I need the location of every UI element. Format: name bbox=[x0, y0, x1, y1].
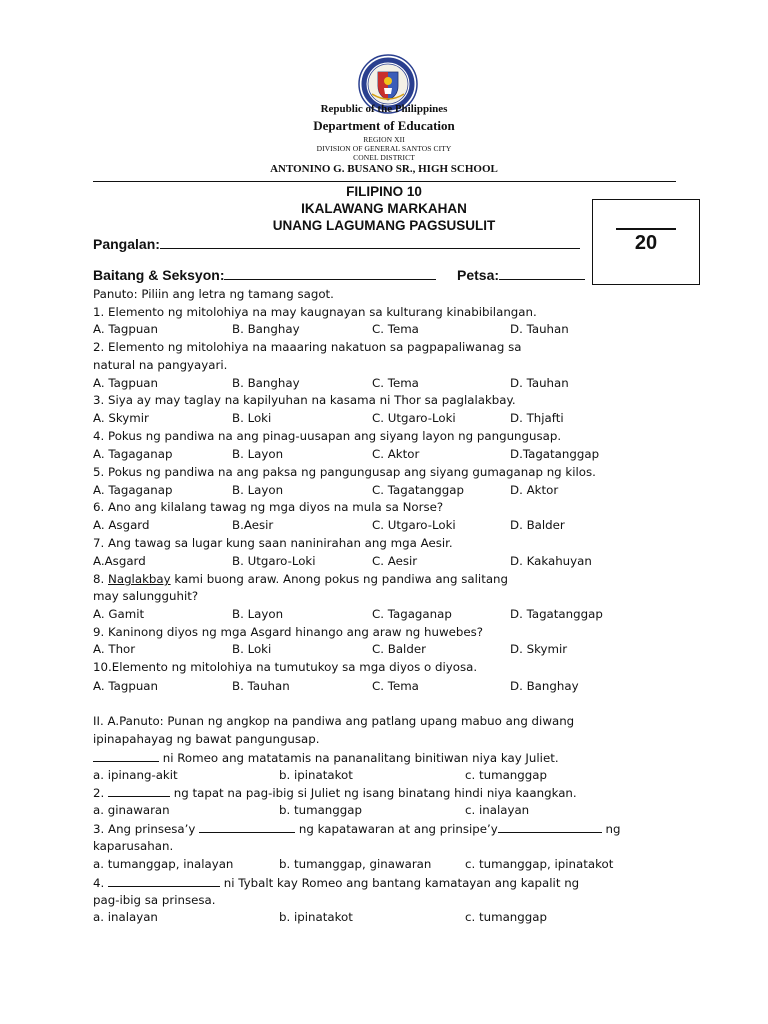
choice-c[interactable]: C. Aktor bbox=[372, 447, 420, 461]
question-text: 3. Siya ay may taglay na kapilyuhan na kasama ni Thor sa paglalakbay. bbox=[93, 393, 516, 407]
grade-section-label: Baitang & Seksyon: bbox=[93, 267, 225, 283]
choice-a[interactable]: A. Tagpuan bbox=[93, 679, 159, 693]
choice-b[interactable]: B. Loki bbox=[232, 411, 272, 425]
choice-a[interactable]: A. Gamit bbox=[93, 607, 145, 621]
choice-b[interactable]: B. Loki bbox=[232, 642, 272, 656]
choice-d[interactable]: D. Aktor bbox=[510, 483, 559, 497]
question-text bbox=[93, 572, 508, 586]
question-text: 2. Elemento ng mitolohiya na maaaring nakatuon sa pagpapaliwanag sa bbox=[93, 340, 522, 354]
choice-d[interactable]: D. Tauhan bbox=[510, 376, 569, 390]
republic-line: Republic of the Philippines bbox=[320, 103, 448, 115]
quarter-title: IKALAWANG MARKAHAN bbox=[301, 201, 467, 216]
choice-c[interactable]: C. Balder bbox=[372, 642, 426, 656]
grade-section-field[interactable] bbox=[93, 266, 436, 283]
choice-a[interactable]: A. Skymir bbox=[93, 411, 149, 425]
name-blank[interactable] bbox=[160, 235, 580, 249]
choice-b[interactable]: B. Banghay bbox=[232, 322, 300, 336]
choice-c[interactable]: C. Tema bbox=[372, 679, 419, 693]
choice-a[interactable]: a. tumanggap, inalayan bbox=[93, 857, 234, 871]
question-text: 10.Elemento ng mitolohiya na tumutukoy sa mga diyos o diyosa. bbox=[93, 660, 478, 674]
choice-c[interactable]: c. tumanggap bbox=[465, 768, 547, 782]
date-blank[interactable] bbox=[499, 266, 585, 280]
question-number: 4. bbox=[93, 876, 109, 890]
choice-b[interactable]: b. tumanggap bbox=[279, 803, 362, 817]
answer-blank[interactable] bbox=[199, 821, 295, 833]
choice-a[interactable]: A. Asgard bbox=[93, 518, 150, 532]
date-label: Petsa: bbox=[457, 267, 500, 283]
school-name: ANTONINO G. BUSANO SR., HIGH SCHOOL bbox=[270, 163, 498, 175]
choice-d[interactable]: D. Tagatanggap bbox=[510, 607, 603, 621]
fill-question bbox=[93, 875, 579, 890]
fill-question-text: ni Tybalt kay Romeo ang bantang kamatayan ang kapalit ng bbox=[220, 876, 580, 890]
choice-b[interactable]: b. ipinatakot bbox=[279, 768, 353, 782]
question-text: 9. Kaninong diyos ng mga Asgard hinango ang araw ng huwebes? bbox=[93, 625, 484, 639]
exam-title: UNANG LAGUMANG PAGSUSULIT bbox=[272, 218, 496, 233]
question-text: may salungguhit? bbox=[93, 589, 199, 603]
fill-question-text: ng kapatawaran at ang prinsipe’y bbox=[295, 822, 498, 836]
choice-c[interactable]: c. tumanggap, ipinatakot bbox=[465, 857, 614, 871]
answer-blank[interactable] bbox=[108, 875, 220, 887]
choice-c[interactable]: C. Tagaganap bbox=[372, 607, 452, 621]
question-text: 1. Elemento ng mitolohiya na may kaugnayan sa kulturang kinabibilangan. bbox=[93, 305, 537, 319]
choice-a[interactable]: A. Tagaganap bbox=[93, 447, 173, 461]
choice-a[interactable]: a. ginawaran bbox=[93, 803, 170, 817]
part2-instruction: II. A.Panuto: Punan ng angkop na pandiwa ang patlang upang mabuo ang diwang bbox=[93, 714, 575, 728]
choice-d[interactable]: D. Tauhan bbox=[510, 322, 569, 336]
fill-question bbox=[93, 750, 559, 765]
choice-d[interactable]: D. Banghay bbox=[510, 679, 579, 693]
underlined-word: Naglakbay bbox=[108, 572, 171, 586]
choice-b[interactable]: B. Layon bbox=[232, 483, 284, 497]
choice-b[interactable]: B. Utgaro-Loki bbox=[232, 554, 316, 568]
part2-instruction: ipinapahayag ng bawat pangungusap. bbox=[93, 732, 320, 746]
question-number: 2. bbox=[93, 786, 109, 800]
part1-instruction: Panuto: Piliin ang letra ng tamang sagot. bbox=[93, 287, 334, 301]
answer-blank[interactable] bbox=[93, 750, 159, 762]
choice-c[interactable]: C. Tema bbox=[372, 376, 419, 390]
choice-a[interactable]: a. inalayan bbox=[93, 910, 158, 924]
choice-b[interactable]: b. tumanggap, ginawaran bbox=[279, 857, 432, 871]
fill-question-text: pag-ibig sa prinsesa. bbox=[93, 893, 216, 907]
question-text: natural na pangyayari. bbox=[93, 358, 228, 372]
grade-section-blank[interactable] bbox=[224, 266, 436, 280]
region-line: REGION XII bbox=[363, 135, 405, 144]
fill-question-text: 3. Ang prinsesa’y bbox=[93, 822, 200, 836]
question-text: 4. Pokus ng pandiwa na ang pinag-uusapan ang siyang layon ng pangungusap. bbox=[93, 429, 562, 443]
choice-d[interactable]: D. Thjafti bbox=[510, 411, 564, 425]
choice-d[interactable]: D. Kakahuyan bbox=[510, 554, 592, 568]
choice-b[interactable]: B.Aesir bbox=[232, 518, 274, 532]
choice-c[interactable]: C. Aesir bbox=[372, 554, 418, 568]
choice-c[interactable]: c. tumanggap bbox=[465, 910, 547, 924]
choice-a[interactable]: A.Asgard bbox=[93, 554, 146, 568]
fill-question-text: kaparusahan. bbox=[93, 839, 174, 853]
answer-blank[interactable] bbox=[498, 821, 602, 833]
fill-question-text: ni Romeo ang matatamis na pananalitang binitiwan niya kay Juliet. bbox=[159, 751, 559, 765]
score-total: 20 bbox=[634, 232, 658, 254]
question-text: 5. Pokus ng pandiwa na ang paksa ng pangungusap ang siyang gumaganap ng kilos. bbox=[93, 465, 596, 479]
choice-c[interactable]: C. Utgaro-Loki bbox=[372, 411, 456, 425]
choice-a[interactable]: A. Thor bbox=[93, 642, 136, 656]
department-line: Department of Education bbox=[313, 118, 455, 133]
fill-question-text: ng bbox=[601, 822, 621, 836]
choice-b[interactable]: B. Banghay bbox=[232, 376, 300, 390]
choice-b[interactable]: B. Tauhan bbox=[232, 679, 290, 693]
question-text: 6. Ano ang kilalang tawag ng mga diyos na mula sa Norse? bbox=[93, 500, 444, 514]
fill-question-text: ng tapat na pag-ibig si Juliet ng isang binatang hindi niya kaangkan. bbox=[170, 786, 577, 800]
choice-a[interactable]: A. Tagpuan bbox=[93, 376, 159, 390]
choice-c[interactable]: C. Tagatanggap bbox=[372, 483, 464, 497]
answer-blank[interactable] bbox=[108, 785, 170, 797]
choice-c[interactable]: C. Utgaro-Loki bbox=[372, 518, 456, 532]
name-label: Pangalan: bbox=[93, 236, 160, 252]
question-rest: kami buong araw. Anong pokus ng pandiwa ang salitang bbox=[170, 572, 509, 586]
choice-a[interactable]: A. Tagpuan bbox=[93, 322, 159, 336]
date-field[interactable] bbox=[457, 266, 585, 283]
choice-b[interactable]: B. Layon bbox=[232, 607, 284, 621]
choice-c[interactable]: c. inalayan bbox=[465, 803, 530, 817]
choice-d[interactable]: D. Skymir bbox=[510, 642, 568, 656]
choice-d[interactable]: D. Balder bbox=[510, 518, 565, 532]
choice-b[interactable]: B. Layon bbox=[232, 447, 284, 461]
division-line: DIVISION OF GENERAL SANTOS CITY bbox=[316, 144, 452, 153]
question-text: 7. Ang tawag sa lugar kung saan naninirahan ang mga Aesir. bbox=[93, 536, 453, 550]
choice-b[interactable]: b. ipinatakot bbox=[279, 910, 353, 924]
choice-a[interactable]: A. Tagaganap bbox=[93, 483, 173, 497]
district-line: CONEL DISTRICT bbox=[353, 153, 415, 162]
question-number: 8. bbox=[93, 572, 109, 586]
subject-title: FILIPINO 10 bbox=[346, 184, 422, 199]
fill-question bbox=[93, 785, 577, 800]
header-divider bbox=[93, 181, 676, 182]
fill-question bbox=[93, 821, 621, 836]
score-blank[interactable] bbox=[616, 228, 676, 230]
choice-c[interactable]: C. Tema bbox=[372, 322, 419, 336]
name-field[interactable] bbox=[93, 235, 580, 252]
choice-a[interactable]: a. ipinang-akit bbox=[93, 768, 178, 782]
choice-d[interactable]: D.Tagatanggap bbox=[510, 447, 600, 461]
